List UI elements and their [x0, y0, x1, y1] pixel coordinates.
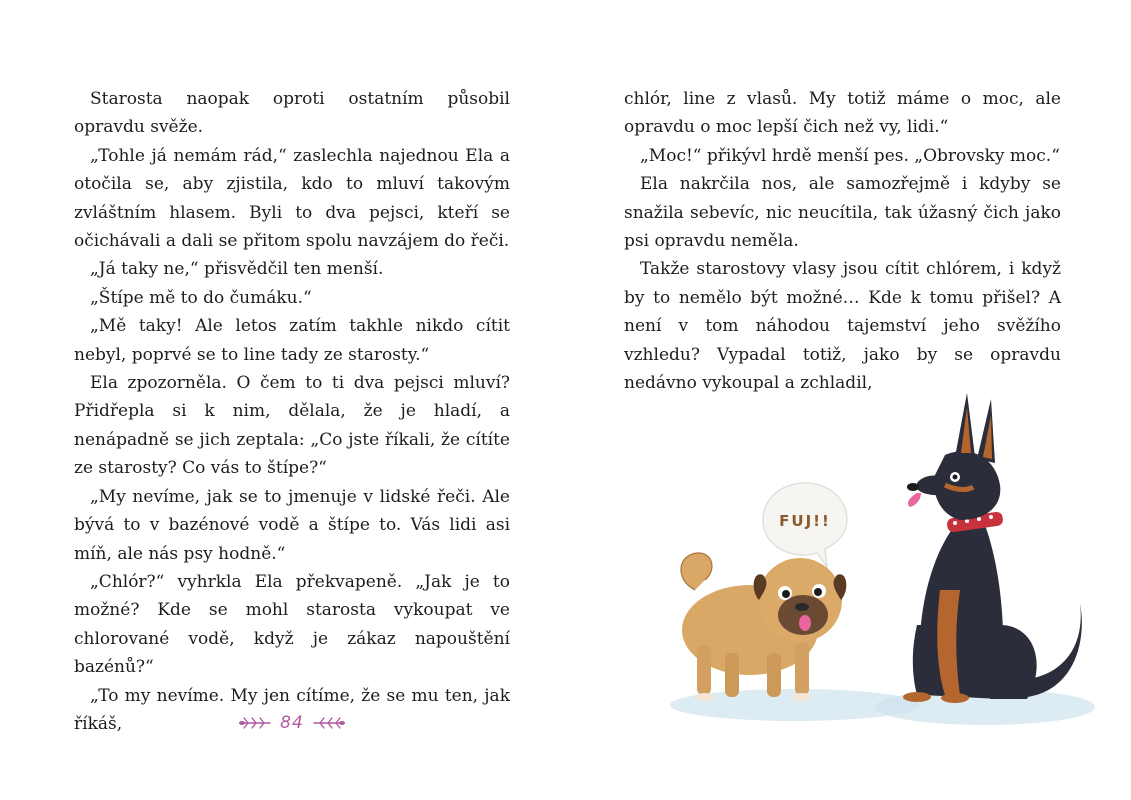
dogs-illustration: [655, 375, 1125, 735]
paragraph: „My nevíme, jak se to jmenuje v lidské řeči. Ale bývá to v bazénové vodě a štípe to. Vás lidi asi míň, ale nás psy hodně.“: [74, 486, 510, 564]
left-page-text: [74, 85, 510, 738]
paragraph: Starosta naopak oproti ostatním působil opravdu svěže.: [74, 89, 510, 138]
paragraph: „Já taky ne,“ přisvědčil ten menší.: [90, 259, 384, 280]
paragraph: Ela zpozorněla. O čem to ti dva pejsci mluví? Přidřepla si k nim, dělala, že je hladí, a nenápadně se jich zeptala: „Co jste říkali, že cítíte ze starosty? Co vás to štípe?“: [74, 373, 510, 479]
page-number-value: 84: [280, 713, 304, 733]
paragraph: „Štípe mě to do čumáku.“: [90, 287, 312, 308]
paragraph: Takže starostovy vlasy jsou cítit chlórem, i když by to nemělo být možné… Kde k tomu přišel? A není v tom náhodou tajemství jeho svěžího vzhledu? Vypadal totiž, jako by se opravdu nedávno vykoupal a zchladil,: [624, 259, 1061, 394]
pug-dog-illustration: [681, 553, 846, 701]
floral-ornament-right-icon: [312, 713, 346, 733]
paragraph: Ela nakrčila nos, ale samozřejmě i kdyby se snažila sebevíc, nic neucítila, tak úžasný čich jako psi opravdu neměla.: [624, 174, 1061, 252]
right-page: [565, 0, 1131, 800]
speech-bubble-text: FUJ!!: [779, 512, 831, 530]
floral-ornament-left-icon: [238, 713, 272, 733]
paragraph: „Tohle já nemám rád,“ zaslechla najednou Ela a otočila se, aby zjistila, kdo to mluví takovým zvláštním hlasem. Byli to dva pejsci, kteří se očichávali a dali se přitom spolu navzájem do řeči.: [74, 145, 510, 252]
doberman-dog-illustration: [903, 393, 1082, 703]
page-number: [232, 708, 352, 738]
paragraph: „Chlór?“ vyhrkla Ela překvapeně. „Jak je to možné? Kde se mohl starosta vykoupat ve chlorované vodě, když je zákaz napouštění bazénů?“: [74, 571, 510, 678]
paragraph: „To my nevíme. My jen cítíme, že se mu ten, jak říkáš,: [74, 685, 510, 734]
right-page-text: [624, 85, 1061, 397]
speech-bubble-icon: [763, 483, 847, 567]
paragraph: „Moc!“ přikývl hrdě menší pes. „Obrovsky moc.“: [640, 145, 1060, 166]
paragraph: „Mě taky! Ale letos zatím takhle nikdo cítit nebyl, poprvé se to line tady ze starosty.“: [74, 316, 510, 365]
left-page: [0, 0, 565, 800]
paragraph-continuation: chlór, line z vlasů. My totiž máme o moc, ale opravdu o moc lepší čich než vy, lidi.“: [624, 89, 1061, 138]
